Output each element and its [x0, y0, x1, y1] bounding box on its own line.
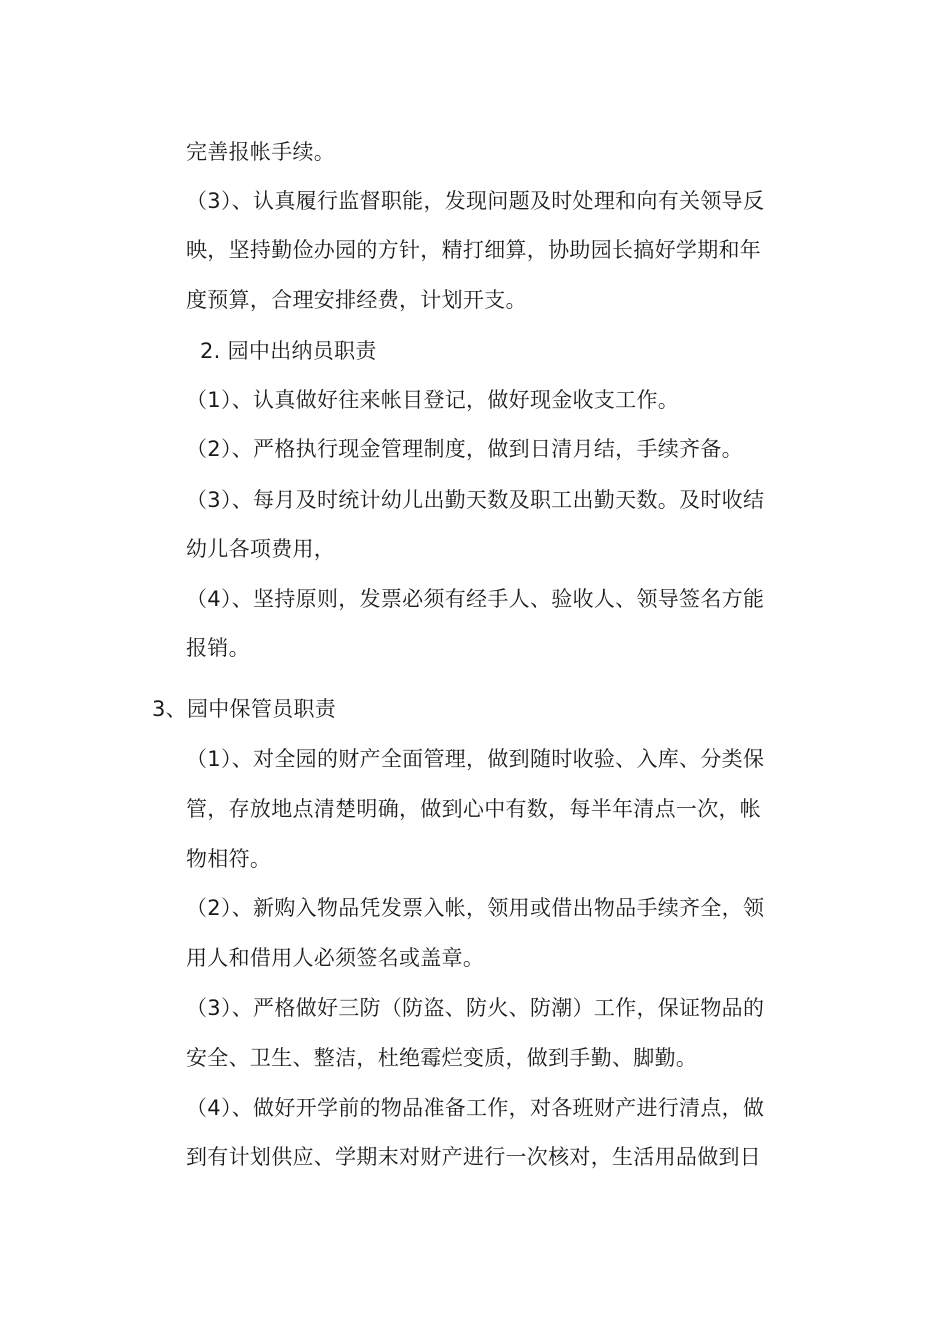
- text-line: 用人和借用人必须签名或盖章。: [186, 946, 485, 970]
- text-line: （4）、做好开学前的物品准备工作，对各班财产进行清点，做: [186, 1096, 765, 1120]
- text-line: （2）、新购入物品凭发票入帐，领用或借出物品手续齐全，领: [186, 896, 765, 920]
- text-line: （4）、坚持原则，发票必须有经手人、验收人、领导签名方能: [186, 587, 765, 611]
- text-line: 完善报帐手续。: [186, 140, 336, 164]
- text-line: 管，存放地点清楚明确，做到心中有数，每半年清点一次，帐: [186, 797, 762, 821]
- text-line: 映，坚持勤俭办园的方针，精打细算，协助园长搞好学期和年: [186, 238, 762, 262]
- text-line: （3）、认真履行监督职能，发现问题及时处理和向有关领导反: [186, 189, 765, 213]
- section-heading: 2. 园中出纳员职责: [200, 339, 377, 363]
- text-line: 物相符。: [186, 847, 272, 871]
- text-line: 安全、卫生、整洁，杜绝霉烂变质，做到手勤、脚勤。: [186, 1046, 698, 1070]
- text-line: 报销。: [186, 636, 250, 660]
- text-line: 幼儿各项费用，: [186, 537, 336, 561]
- text-line: （1）、认真做好往来帐目登记，做好现金收支工作。: [186, 388, 680, 412]
- text-line: 度预算，合理安排经费，计划开支。: [186, 288, 527, 312]
- section-heading: 3、园中保管员职责: [152, 697, 337, 721]
- text-line: （2）、严格执行现金管理制度，做到日清月结，手续齐备。: [186, 437, 743, 461]
- text-line: （1）、对全园的财产全面管理，做到随时收验、入库、分类保: [186, 747, 765, 771]
- text-line: （3）、严格做好三防（防盗、防火、防潮）工作，保证物品的: [186, 996, 765, 1020]
- text-line: 到有计划供应、学期末对财产进行一次核对，生活用品做到日: [186, 1145, 762, 1169]
- text-line: （3）、每月及时统计幼儿出勤天数及职工出勤天数。及时收结: [186, 488, 765, 512]
